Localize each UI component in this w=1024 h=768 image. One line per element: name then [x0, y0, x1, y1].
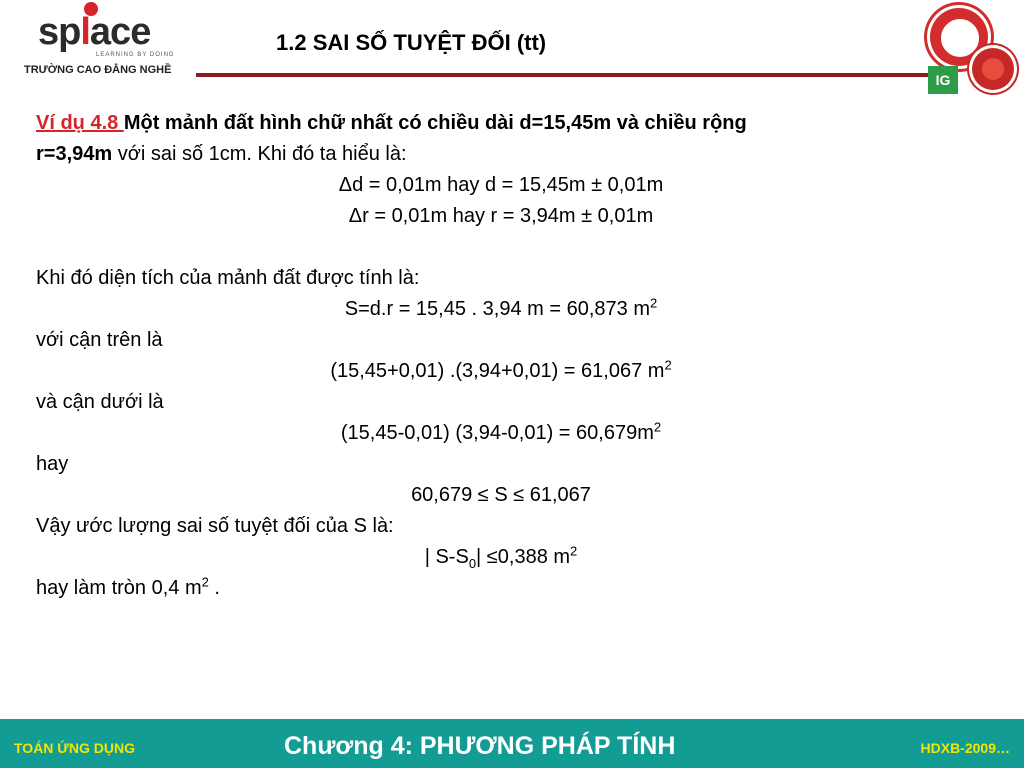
lower-bound-label: và cận dưới là: [36, 391, 164, 413]
example-line-1: [36, 108, 966, 139]
superscript: 2: [570, 543, 578, 559]
area-formula: S=d.r = 15,45 . 3,94 m = 60,873 m: [344, 298, 650, 320]
estimate-pre: | S-S: [424, 546, 469, 568]
width-value: r=3,94m: [36, 143, 113, 165]
rounding-line: [36, 573, 966, 604]
spacer: [36, 232, 966, 263]
footer-edition: HDXB-2009…: [920, 740, 1010, 756]
hay-label: hay: [36, 453, 69, 475]
example-label: Ví dụ 4.8: [36, 112, 124, 134]
subscript: 0: [468, 556, 477, 571]
title-divider: [196, 73, 932, 77]
example-statement: Một mảnh đất hình chữ nhất có chiều dài d=15,45m và chiều rộng: [123, 112, 747, 134]
superscript: 2: [201, 574, 209, 590]
superscript: 2: [649, 295, 658, 311]
range-formula: 60,679 ≤ S ≤ 61,067: [411, 484, 591, 506]
footer-course: TOÁN ỨNG DỤNG: [14, 740, 136, 756]
logo-school-name: TRƯỜNG CAO ĐẲNG NGHỀ: [24, 64, 172, 76]
example-line-2: [36, 139, 966, 170]
school-logo: [24, 2, 184, 82]
estimate-line: [36, 542, 966, 573]
delta-d-formula: Δd = 0,01m hay d = 15,45m ± 0,01m: [338, 174, 664, 196]
footer-chapter: Chương 4: PHƯƠNG PHÁP TÍNH: [284, 732, 676, 760]
example-note: với sai số 1cm. Khi đó ta hiểu là:: [112, 143, 407, 165]
estimate-post: | ≤0,388 m: [476, 546, 571, 568]
superscript: 2: [664, 357, 672, 373]
upper-bound-label: với cận trên là: [36, 329, 163, 351]
area-formula-line: [36, 294, 966, 325]
area-intro: Khi đó diện tích của mảnh đất được tính là:: [36, 267, 420, 289]
rounding-text: hay làm tròn 0,4 m: [36, 577, 202, 599]
lower-bound-line: [36, 418, 966, 449]
upper-bound-formula: (15,45+0,01) .(3,94+0,01) = 61,067 m: [330, 360, 665, 382]
superscript: 2: [653, 419, 662, 435]
footer-bar: [0, 719, 1024, 768]
slide-title: 1.2 SAI SỐ TUYỆT ĐỐI (tt): [276, 30, 547, 55]
delta-r-formula: Δr = 0,01m hay r = 3,94m ± 0,01m: [348, 205, 654, 227]
lower-bound-formula: (15,45-0,01) (3,94-0,01) = 60,679m: [340, 422, 654, 444]
upper-bound-line: [36, 356, 966, 387]
small-gear-icon: [972, 48, 1014, 90]
estimate-label: Vậy ước lượng sai số tuyệt đối của S là:: [36, 515, 394, 537]
emblem-badge: IG: [928, 66, 958, 94]
logo-wordmark: splace: [38, 11, 151, 53]
slide-body: [36, 108, 966, 604]
gear-emblem-icon: [928, 4, 1020, 96]
rounding-period: .: [208, 577, 220, 599]
logo-tagline: LEARNING BY DOING: [96, 52, 175, 58]
